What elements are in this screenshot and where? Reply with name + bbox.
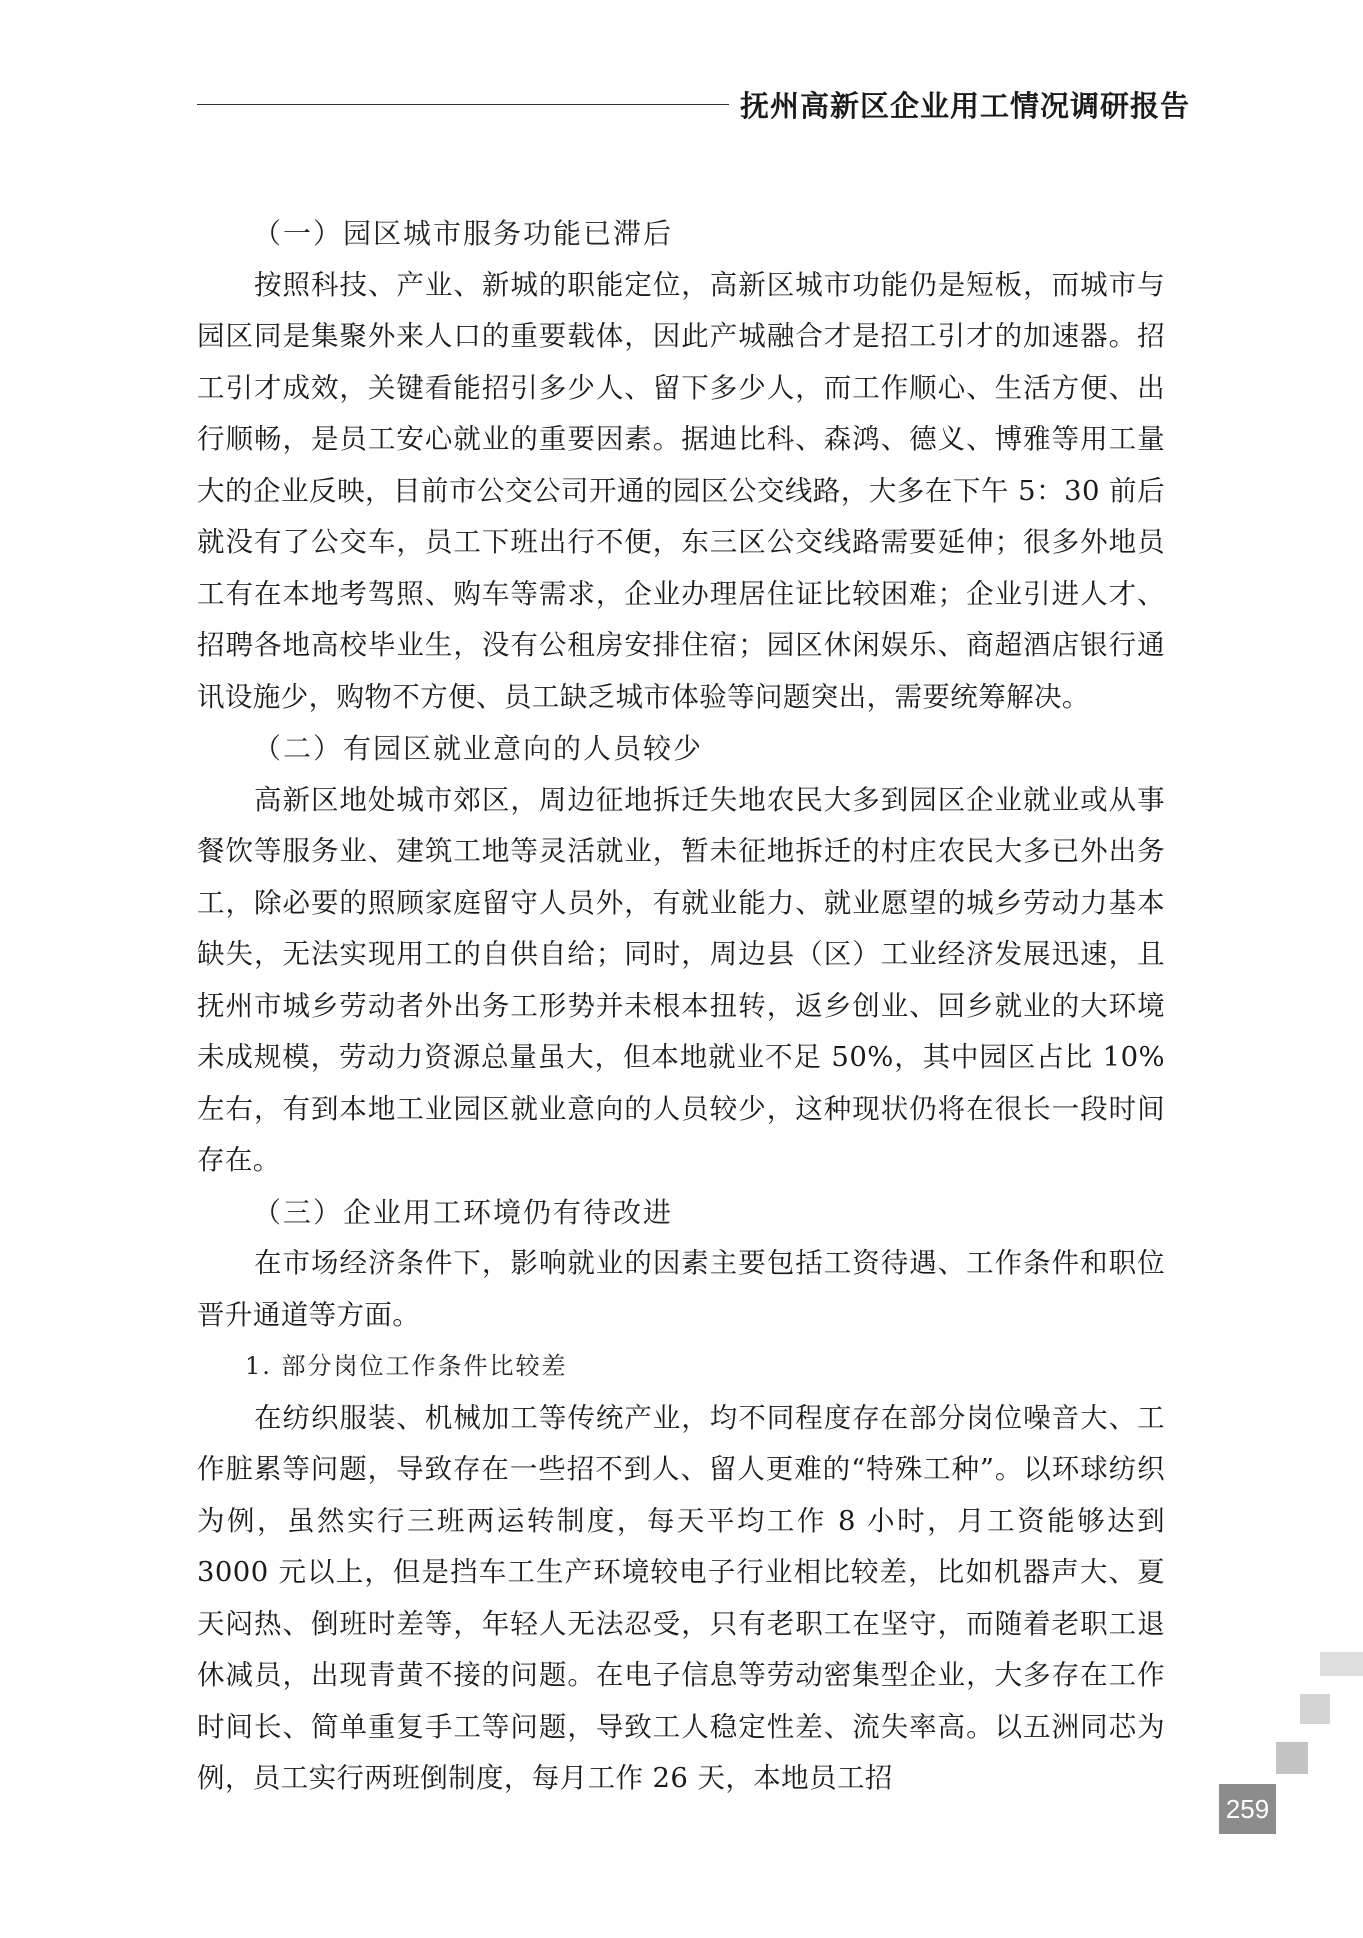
decorative-square-top	[1320, 1652, 1363, 1676]
header-rule	[197, 104, 729, 105]
subsection-heading-1: 1. 部分岗位工作条件比较差	[245, 1352, 568, 1380]
section-3-paragraph: 在市场经济条件下，影响就业的因素主要包括工资待遇、工作条件和职位晋升通道等方面。	[197, 1247, 1165, 1331]
running-header-title: 抚州高新区企业用工情况调研报告	[740, 89, 1191, 123]
section-2-paragraph: 高新区地处城市郊区，周边征地拆迁失地农民大多到园区企业就业或从事餐饮等服务业、建筑工地等灵活就业，暂未征地拆迁的村庄农民大多已外出务工，除必要的照顾家庭留守人员外，有就业能力、就业愿望的城乡劳动力基本缺失，无法实现用工的自供自给；同时，周边县（区）工业经济发展迅速，且抚州市城乡劳动者外出务工形势并未根本扭转，返乡创业、回乡就业的大环境未成规模，劳动力资源总量虽大，但本地就业不足 50%，其中园区占比 10% 左右，有到本地工业园区就业意向的人员较少，这种现状仍将在很长一段时间存在。	[197, 783, 1165, 1176]
decorative-square-middle	[1300, 1694, 1330, 1724]
section-heading-1: （一）园区城市服务功能已滞后	[253, 217, 674, 250]
page-body	[197, 208, 1165, 1805]
decorative-square-bottom	[1276, 1742, 1308, 1774]
subsection-1-paragraph: 在纺织服装、机械加工等传统产业，均不同程度存在部分岗位噪音大、工作脏累等问题，导致存在一些招不到人、留人更难的“特殊工种”。以环球纺织为例，虽然实行三班两运转制度，每天平均工作 8 小时，月工资能够达到 3000 元以上，但是挡车工生产环境较电子行业相比较差，比如机器声大、夏天闷热、倒班时差等，年轻人无法忍受，只有老职工在坚守，而随着老职工退休减员，出现青黄不接的问题。在电子信息等劳动密集型企业，大多存在工作时间长、简单重复手工等问题，导致工人稳定性差、流失率高。以五洲同芯为例，员工实行两班倒制度，每月工作 26 天，本地员工招	[197, 1401, 1165, 1794]
section-heading-2: （二）有园区就业意向的人员较少	[253, 732, 704, 765]
section-heading-3: （三）企业用工环境仍有待改进	[253, 1195, 674, 1229]
section-1-paragraph: 按照科技、产业、新城的职能定位，高新区城市功能仍是短板，而城市与园区同是集聚外来人口的重要载体，因此产城融合才是招工引才的加速器。招工引才成效，关键看能招引多少人、留下多少人，而工作顺心、生活方便、出行顺畅，是员工安心就业的重要因素。据迪比科、森鸿、德义、博雅等用工量大的企业反映，目前市公交公司开通的园区公交线路，大多在下午 5：30 前后就没有了公交车，员工下班出行不便，东三区公交线路需要延伸；很多外地员工有在本地考驾照、购车等需求，企业办理居住证比较困难；企业引进人才、招聘各地高校毕业生，没有公租房安排住宿；园区休闲娱乐、商超酒店银行通讯设施少，购物不方便、员工缺乏城市体验等问题突出，需要统筹解决。	[197, 268, 1165, 713]
page-number: 259	[1219, 1784, 1276, 1834]
